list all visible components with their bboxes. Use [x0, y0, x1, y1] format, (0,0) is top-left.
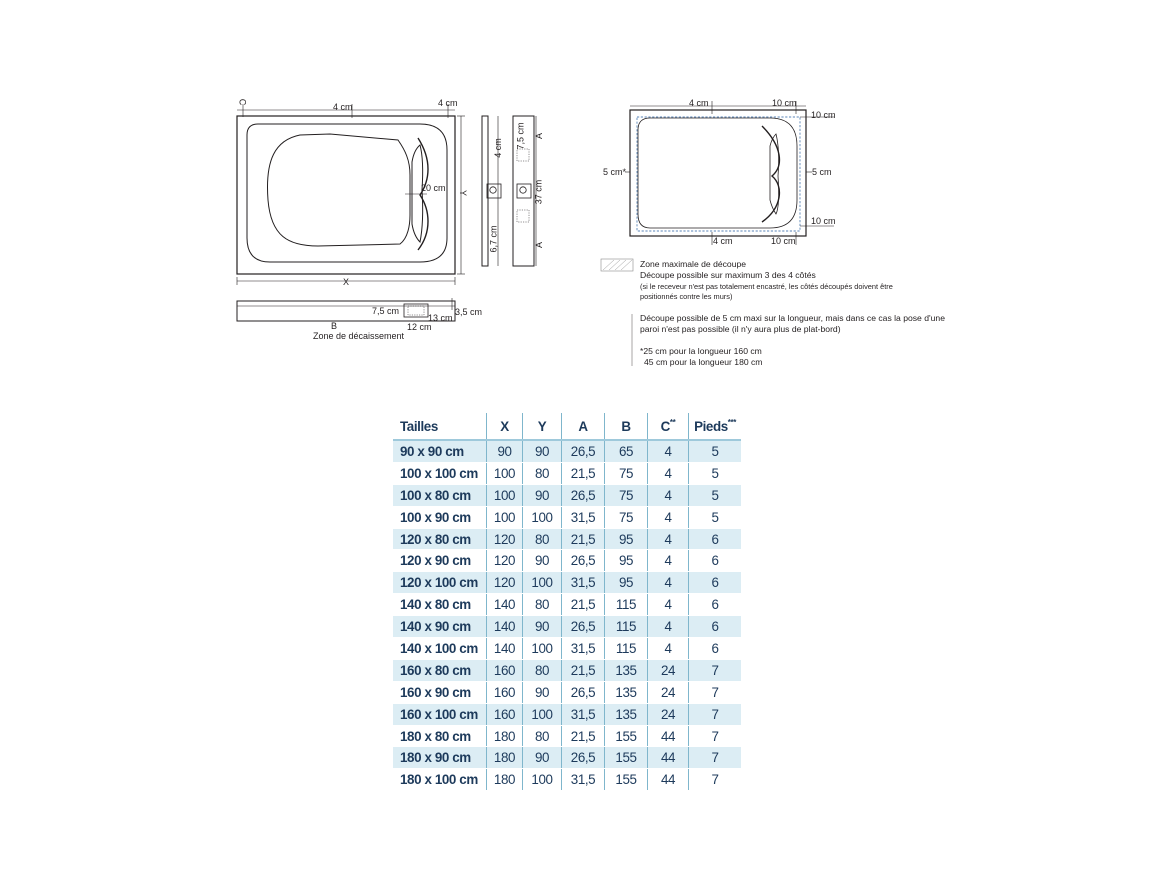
cell-y: 90: [523, 681, 562, 703]
cell-x: 100: [487, 506, 523, 528]
label-b: B: [331, 321, 338, 331]
cell-b: 75: [605, 506, 648, 528]
cell-y: 90: [523, 616, 562, 638]
cell-size: 180 x 100 cm: [393, 769, 487, 791]
label-x: X: [343, 277, 350, 287]
cell-pieds: 5: [689, 462, 742, 484]
cell-b: 115: [605, 594, 648, 616]
header-pieds-footnote-mark: ***: [727, 417, 736, 427]
cell-y: 100: [523, 506, 562, 528]
header-x: X: [487, 413, 523, 440]
cell-a: 31,5: [562, 572, 605, 594]
label-c: C: [237, 98, 248, 106]
cell-y: 90: [523, 484, 562, 506]
cell-a: 26,5: [562, 440, 605, 462]
cell-size: 100 x 100 cm: [393, 462, 487, 484]
header-c-footnote-mark: **: [669, 417, 676, 427]
cell-a: 31,5: [562, 769, 605, 791]
cell-pieds: 7: [689, 769, 742, 791]
table-row: [393, 659, 741, 681]
seat-outline: [267, 134, 410, 246]
cell-y: 80: [523, 528, 562, 550]
note-line-3: positionnés contre les murs): [640, 292, 733, 301]
label-13cm: 13 cm: [428, 313, 453, 323]
cell-c: 4: [648, 572, 689, 594]
cell-pieds: 6: [689, 528, 742, 550]
table-row: [393, 747, 741, 769]
cell-b: 75: [605, 484, 648, 506]
cell-size: 140 x 80 cm: [393, 594, 487, 616]
cell-c: 44: [648, 725, 689, 747]
label-20cm: 20 cm: [421, 183, 446, 193]
label-5cm-right: 5 cm: [812, 167, 832, 177]
cell-size: 100 x 80 cm: [393, 484, 487, 506]
cell-y: 90: [523, 550, 562, 572]
label-7-5cm-bottom: 7,5 cm: [372, 306, 400, 316]
cell-c: 44: [648, 769, 689, 791]
note-zone-title: Zone maximale de découpe: [640, 259, 747, 269]
cell-c: 4: [648, 594, 689, 616]
label-zone-decaissement: Zone de décaissement: [313, 331, 405, 341]
label-10cm-right-top: 10 cm: [811, 110, 836, 120]
table-header-row: [393, 413, 741, 440]
label-7-5cm-side: 7,5 cm: [515, 122, 526, 150]
label-4cm-right: 4 cm: [438, 98, 458, 108]
header-tailles: Tailles: [393, 413, 487, 440]
label-3-5cm: 3,5 cm: [455, 307, 483, 317]
dimensions-table: [393, 413, 741, 791]
label-4cm-top-right: 4 cm: [689, 98, 709, 108]
cut-zone-legend-swatch: [601, 259, 633, 271]
header-y: Y: [523, 413, 562, 440]
table-row: [393, 484, 741, 506]
note-line-6: *25 cm pour la longueur 160 cm: [640, 346, 762, 356]
cell-x: 180: [487, 769, 523, 791]
label-10cm-top: 10 cm: [772, 98, 797, 108]
cell-a: 26,5: [562, 616, 605, 638]
cell-pieds: 6: [689, 638, 742, 660]
header-a: A: [562, 413, 605, 440]
cell-y: 80: [523, 462, 562, 484]
cell-x: 100: [487, 484, 523, 506]
label-10cm-bottom: 10 cm: [771, 236, 796, 246]
cell-a: 26,5: [562, 484, 605, 506]
cell-c: 4: [648, 506, 689, 528]
header-pieds: [689, 413, 742, 440]
cell-a: 26,5: [562, 681, 605, 703]
label-37cm: 37 cm: [533, 179, 544, 205]
header-pieds-label: Pieds: [694, 418, 728, 434]
cell-size: 100 x 90 cm: [393, 506, 487, 528]
header-b: B: [605, 413, 648, 440]
label-10cm-right-bottom: 10 cm: [811, 216, 836, 226]
note-line-4: Découpe possible de 5 cm maxi sur la longueur, mais dans ce cas la pose d'une: [640, 313, 945, 323]
cell-size: 120 x 80 cm: [393, 528, 487, 550]
cell-c: 24: [648, 659, 689, 681]
table-row: [393, 681, 741, 703]
cell-size: 120 x 90 cm: [393, 550, 487, 572]
cell-b: 135: [605, 659, 648, 681]
drain-shape-cut-view: [762, 126, 779, 222]
table-row: [393, 616, 741, 638]
cell-pieds: 7: [689, 659, 742, 681]
cell-x: 90: [487, 440, 523, 462]
table-row: [393, 594, 741, 616]
cell-x: 160: [487, 681, 523, 703]
table-row: [393, 769, 741, 791]
cell-pieds: 6: [689, 616, 742, 638]
cell-y: 100: [523, 638, 562, 660]
cell-a: 21,5: [562, 659, 605, 681]
cell-x: 120: [487, 572, 523, 594]
table-row: [393, 550, 741, 572]
note-line-1: Découpe possible sur maximum 3 des 4 côtés: [640, 270, 816, 280]
cell-size: 120 x 100 cm: [393, 572, 487, 594]
tray-outline-cut-view: [630, 110, 806, 236]
cell-a: 31,5: [562, 506, 605, 528]
cell-c: 4: [648, 638, 689, 660]
cell-a: 21,5: [562, 528, 605, 550]
note-line-5: paroi n'est pas possible (il n'y aura plus de plat-bord): [640, 324, 841, 334]
cell-b: 155: [605, 747, 648, 769]
label-y: Y: [458, 189, 469, 197]
cell-a: 26,5: [562, 747, 605, 769]
note-line-7: 45 cm pour la longueur 180 cm: [644, 357, 763, 367]
cell-c: 4: [648, 550, 689, 572]
cell-pieds: 6: [689, 572, 742, 594]
cell-b: 115: [605, 616, 648, 638]
cell-pieds: 5: [689, 484, 742, 506]
cell-c: 4: [648, 616, 689, 638]
cell-y: 80: [523, 594, 562, 616]
cell-x: 180: [487, 725, 523, 747]
header-c: [648, 413, 689, 440]
cell-size: 140 x 100 cm: [393, 638, 487, 660]
cell-b: 95: [605, 572, 648, 594]
cell-x: 160: [487, 703, 523, 725]
cell-size: 90 x 90 cm: [393, 440, 487, 462]
cell-pieds: 6: [689, 550, 742, 572]
cell-size: 160 x 80 cm: [393, 659, 487, 681]
cell-a: 21,5: [562, 462, 605, 484]
cell-size: 180 x 90 cm: [393, 747, 487, 769]
cell-b: 155: [605, 769, 648, 791]
cell-size: 160 x 90 cm: [393, 681, 487, 703]
cell-x: 120: [487, 550, 523, 572]
cell-pieds: 5: [689, 506, 742, 528]
cell-y: 90: [523, 440, 562, 462]
cell-size: 140 x 90 cm: [393, 616, 487, 638]
basin-outline: [247, 124, 447, 262]
label-a-top: A: [534, 132, 545, 140]
cell-y: 80: [523, 725, 562, 747]
cell-c: 4: [648, 462, 689, 484]
cell-x: 180: [487, 747, 523, 769]
label-6-7cm: 6,7 cm: [488, 225, 499, 253]
cell-b: 75: [605, 462, 648, 484]
cell-b: 65: [605, 440, 648, 462]
table-row: [393, 703, 741, 725]
cell-pieds: 7: [689, 747, 742, 769]
cell-pieds: 7: [689, 725, 742, 747]
label-4cm-side: 4 cm: [492, 138, 503, 158]
label-4cm-top: 4 cm: [333, 102, 353, 112]
cell-y: 80: [523, 659, 562, 681]
cell-size: 160 x 100 cm: [393, 703, 487, 725]
note-line-2: (si le receveur n'est pas totalement encastré, les côtés découpés doivent être: [640, 282, 893, 291]
table-row: [393, 572, 741, 594]
label-4cm-bottom: 4 cm: [713, 236, 733, 246]
cell-c: 4: [648, 528, 689, 550]
cell-b: 155: [605, 725, 648, 747]
label-a-bottom: A: [534, 241, 545, 249]
cell-x: 140: [487, 638, 523, 660]
cell-c: 4: [648, 440, 689, 462]
cell-x: 120: [487, 528, 523, 550]
cell-c: 44: [648, 747, 689, 769]
cell-a: 31,5: [562, 638, 605, 660]
cell-pieds: 5: [689, 440, 742, 462]
header-c-label: C: [660, 418, 670, 434]
table-row: [393, 506, 741, 528]
cell-a: 26,5: [562, 550, 605, 572]
cell-size: 180 x 80 cm: [393, 725, 487, 747]
cell-c: 24: [648, 703, 689, 725]
label-12cm: 12 cm: [407, 322, 432, 332]
cell-c: 4: [648, 484, 689, 506]
cell-y: 100: [523, 703, 562, 725]
cell-y: 100: [523, 769, 562, 791]
cell-x: 140: [487, 616, 523, 638]
cell-y: 100: [523, 572, 562, 594]
label-5cm-left: 5 cm*: [603, 167, 627, 177]
table-row: [393, 440, 741, 462]
cell-a: 21,5: [562, 725, 605, 747]
cell-a: 21,5: [562, 594, 605, 616]
cell-b: 95: [605, 528, 648, 550]
table-row: [393, 725, 741, 747]
cell-x: 100: [487, 462, 523, 484]
cell-a: 31,5: [562, 703, 605, 725]
cell-b: 115: [605, 638, 648, 660]
table-row: [393, 528, 741, 550]
cell-b: 95: [605, 550, 648, 572]
cell-pieds: 6: [689, 594, 742, 616]
cell-pieds: 7: [689, 703, 742, 725]
cell-y: 90: [523, 747, 562, 769]
cell-c: 24: [648, 681, 689, 703]
cell-b: 135: [605, 703, 648, 725]
cell-x: 140: [487, 594, 523, 616]
cell-x: 160: [487, 659, 523, 681]
cell-pieds: 7: [689, 681, 742, 703]
table-row: [393, 638, 741, 660]
cell-b: 135: [605, 681, 648, 703]
table-row: [393, 462, 741, 484]
